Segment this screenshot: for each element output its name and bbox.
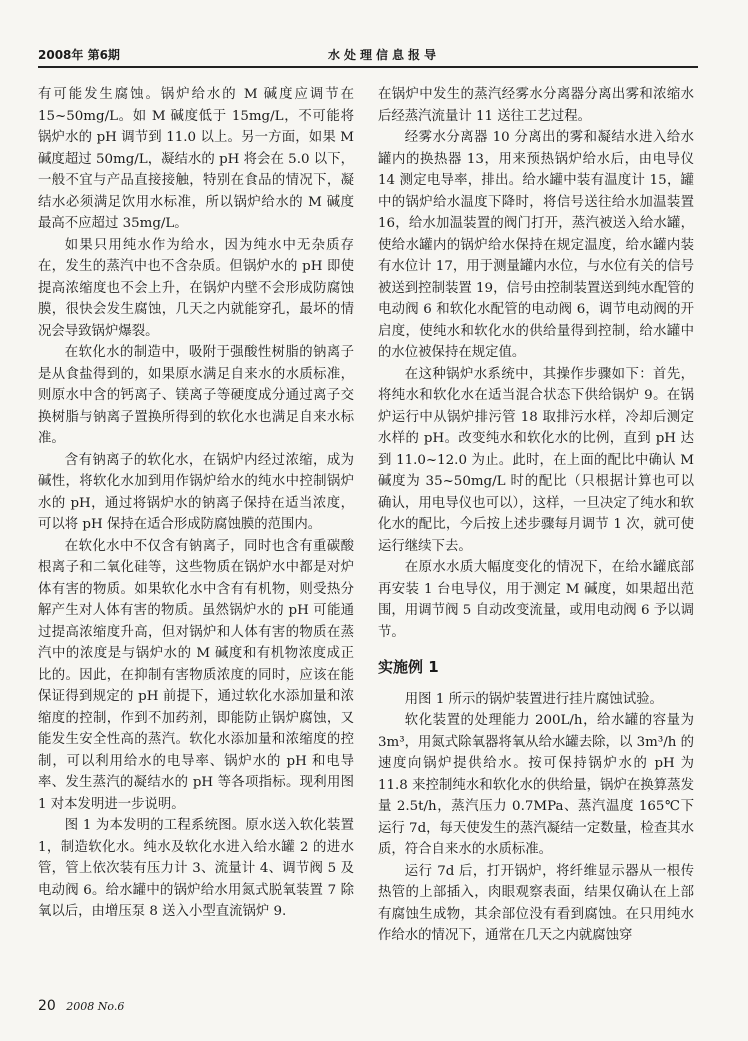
paragraph: 软化装置的处理能力 200L/h，给水罐的容量为 3m³，用氮式除氧器将氧从给水罐去除，以 3m³/h 的速度向锅炉提供给水。按可保持锅炉水的 pH 为 11.8 来控制纯水和软化水的供给量，锅炉在换算蒸发量 2.5t/h，蒸汽压力 0.7MPa、蒸汽温度 165℃下运行 7d，每天使发生的蒸汽凝结一定数量，检查其水质，符合自来水的水质标准。: [378, 713, 694, 857]
footer-issue: 2008 No.6: [66, 1000, 125, 1013]
page-footer: [38, 998, 124, 1014]
paragraph: 运行 7d 后，打开锅炉，将纤维显示器从一根传热管的上部插入，肉眼观察表面，结果仅确认在上部有腐蚀生成物，其余部位没有看到腐蚀。在只用纯水作给水的情况下，通常在几天之内就腐蚀穿: [378, 863, 694, 943]
paragraph: 在软化水中不仅含有钠离子，同时也含有重碳酸根离子和二氧化硅等，这些物质在锅炉水中都是对炉体有害的物质。如果软化水中含有有机物，则受热分解产生对人体有害的物质。虽然锅炉水的 pH 可能通过提高浓缩度升高，但对锅炉和人体有害的物质在蒸汽中的浓度是与锅炉水的 M 碱度和有机物浓度成正比的。因此，在抑制有害物质浓度的同时，应该在能保证得到规定的 pH 前提下，通过软化水添加量和浓缩度的控制，作到不加药剂，即能防止锅炉腐蚀，又能发生安全性高的蒸汽。软化水添加量和浓缩度的控制，可以利用给水的电导率、锅炉水的 pH 和电导率、发生蒸汽的凝结水的 pH 等各项指标。现利用图 1 对本发明进一步说明。: [38, 538, 354, 812]
page-header: [38, 40, 698, 68]
paragraph: 经雾水分离器 10 分离出的雾和凝结水进入给水罐内的换热器 13，用来预热锅炉给水后，由电导仪 14 测定电导率，排出。给水罐中装有温度计 15，罐中的锅炉给水温度下降时，将信号送往给水加温装置 16，给水加温装置的阀门打开，蒸汽被送入给水罐，使给水罐内的锅炉给水保持在规定温度，给水罐内装有水位计 17，用于测量罐内水位，与水位有关的信号被送到控制装置 19，信号由控制装置送到纯水配管的电动阀 6 和软化水配管的电动阀 6，调节电动阀的开启度，使纯水和软化水的供给量得到控制，给水罐中的水位被保持在规定值。: [378, 130, 694, 360]
page-number: 20: [38, 998, 56, 1014]
right-column: [378, 84, 694, 947]
paragraph: 在软化水的制造中，吸附于强酸性树脂的钠离子是从食盐得到的，如果原水满足自来水的水质标准，则原水中含的钙离子、镁离子等硬度成分通过离子交换树脂与钠离子置换所得到的软化水也满足自来水标准。: [38, 345, 354, 446]
paragraph: 含有钠离子的软化水，在锅炉内经过浓缩，成为碱性，将软化水加到用作锅炉给水的纯水中控制锅炉水的 pH，通过将锅炉水的钠离子保持在适当浓度，可以将 pH 保持在适合形成防腐蚀膜的范围内。: [38, 452, 354, 532]
paragraph: 用图 1 所示的锅炉装置进行挂片腐蚀试验。: [404, 691, 663, 707]
paragraph: 在原水水质大幅度变化的情况下，在给水罐底部再安装 1 台电导仪，用于测定 M 碱度，如果超出范围，用调节阀 5 自动改变流量，或用电动阀 6 予以调节。: [378, 560, 694, 640]
header-issue: 2008年 第6期: [38, 48, 120, 62]
header-journal-title: 水处理信息报导: [328, 48, 441, 62]
paragraph: 如果只用纯水作为给水，因为纯水中无杂质存在，发生的蒸汽中也不含杂质。但锅炉水的 pH 即使提高浓缩度也不会上升，在锅炉内壁不会形成防腐蚀膜，很快会发生腐蚀，几天之内就能穿孔，最坏的情况会导致锅炉爆裂。: [38, 237, 354, 339]
section-heading: 实施例 1: [378, 658, 439, 676]
paragraph: 在这种锅炉水系统中，其操作步骤如下：首先，将纯水和软化水在适当混合状态下供给锅炉 9。在锅炉运行中从锅炉排污管 18 取排污水样，冷却后测定水样的 pH。改变纯水和软化水的比例，直到 pH 达到 11.0~12.0 为止。此时，在上面的配比中确认 M 碱度为 35~50mg/L 时的配比（只根据计算也可以确认，用电导仪也可以），这样，一旦决定了纯水和软化水的配比，今后按上述步骤每月调节 1 次，就可使运行继续下去。: [378, 366, 694, 554]
paragraph: 在锅炉中发生的蒸汽经雾水分离器分离出雾和浓缩水后经蒸汽流量计 11 送往工艺过程。: [378, 87, 694, 124]
paragraph: 有可能发生腐蚀。锅炉给水的 M 碱度应调节在 15~50mg/L。如 M 碱度低于 15mg/L，不可能将锅炉水的 pH 调节到 11.0 以上。另一方面，如果 M 碱度超过 50mg/L，凝结水的 pH 将会在 5.0 以下，一般不宜与产品直接接触，特别在食品的情况下，凝结水必须满足饮用水标准，所以锅炉给水的 M 碱度最高不应超过 35mg/L。: [38, 87, 354, 231]
left-column: [38, 84, 354, 923]
paragraph: 图 1 为本发明的工程系统图。原水送入软化装置 1，制造软化水。纯水及软化水进入给水罐 2 的进水管，管上依次装有压力计 3、流量计 4、调节阀 5 及电动阀 6。给水罐中的锅炉给水用氮式脱氧装置 7 除氧以后，由增压泵 8 送入小型直流锅炉 9.: [38, 818, 354, 919]
